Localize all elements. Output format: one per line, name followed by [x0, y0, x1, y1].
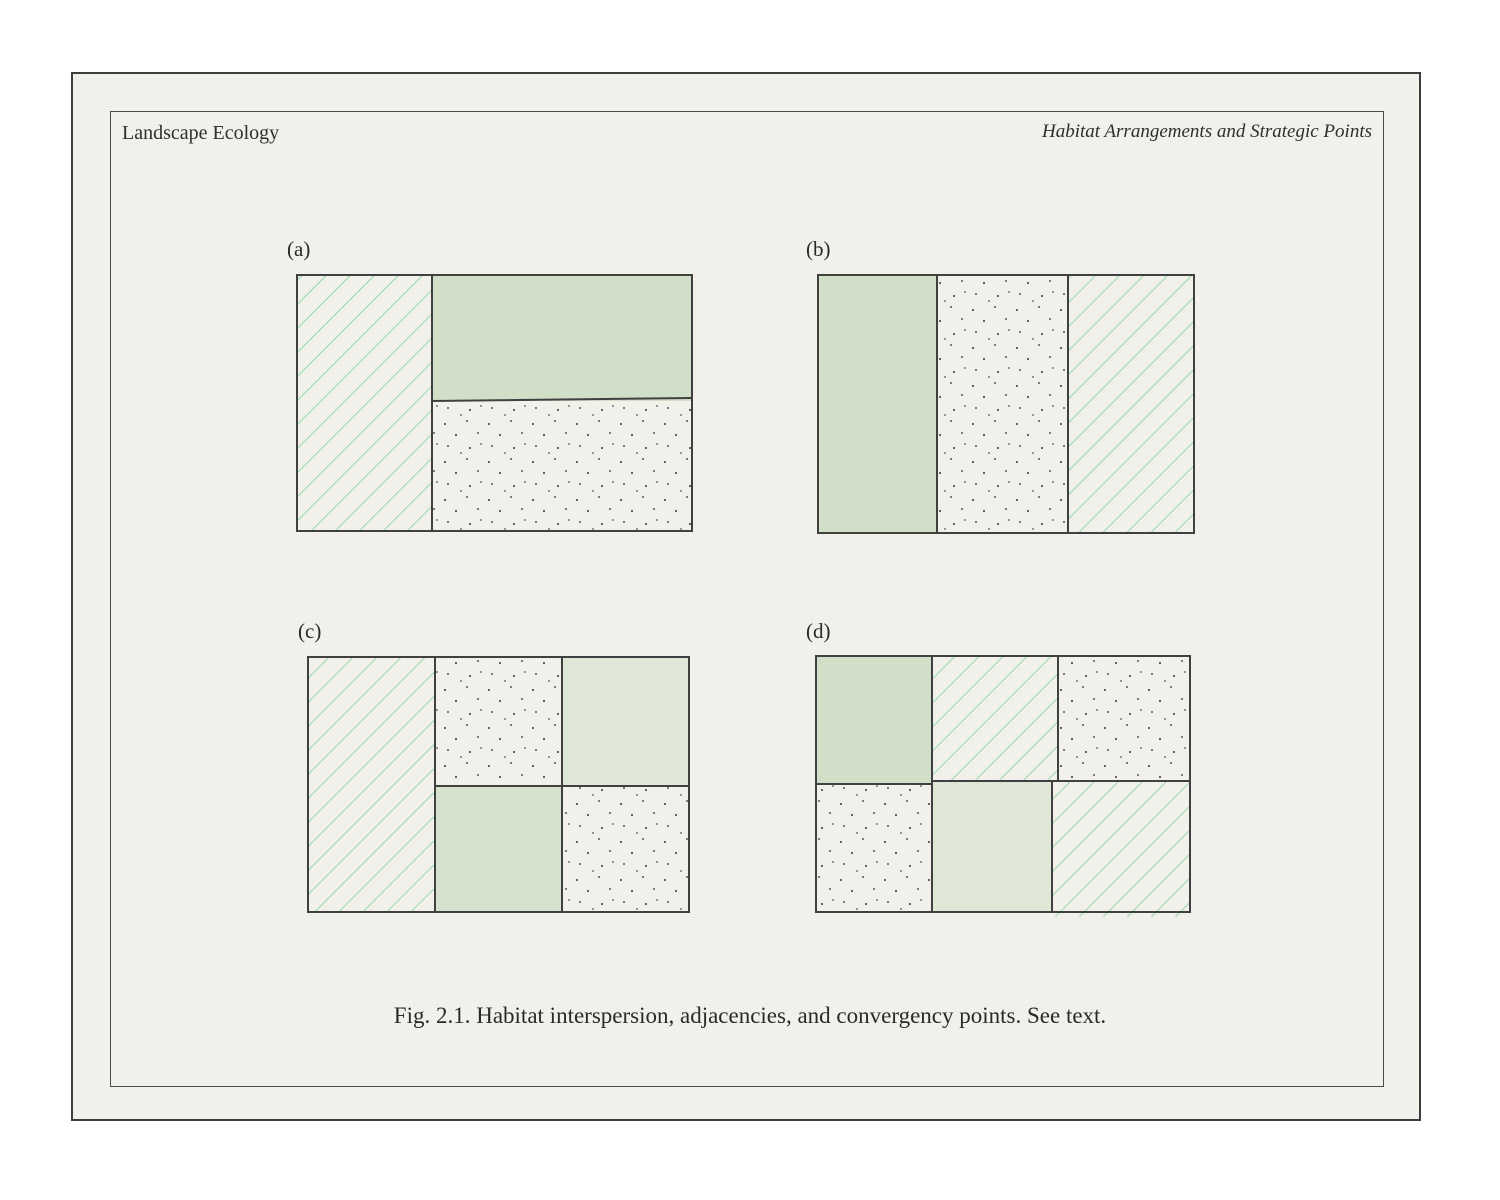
green-patch: [816, 656, 932, 784]
panel-b: [818, 275, 1194, 533]
panel-a: [297, 275, 692, 531]
panel-c: [308, 657, 689, 912]
stippled-patch: [1058, 656, 1190, 781]
green-patch: [562, 657, 689, 786]
green-patch: [818, 275, 937, 533]
panel-label-a: (a): [287, 237, 311, 261]
green-patch: [932, 781, 1052, 912]
stippled-patch: [562, 786, 689, 912]
green-patch: [435, 786, 562, 912]
stippled-patch: [937, 275, 1068, 533]
running-head-left: Landscape Ecology: [122, 122, 280, 144]
hatched-patch: [932, 656, 1058, 781]
green-patch: [432, 275, 692, 401]
panel-label-b: (b): [806, 237, 831, 261]
stippled-patch: [432, 401, 692, 531]
hatched-patch: [1052, 781, 1190, 917]
stippled-patch: [816, 784, 932, 912]
stippled-patch: [435, 657, 562, 786]
hatched-patch: [297, 275, 432, 531]
panel-label-c: (c): [298, 619, 322, 643]
hatched-patch: [1068, 275, 1194, 533]
hatched-patch: [308, 657, 435, 912]
panel-label-d: (d): [806, 619, 831, 643]
running-head-right: Habitat Arrangements and Strategic Points: [1041, 121, 1372, 142]
panel-d: [816, 656, 1190, 917]
figure-caption: Fig. 2.1. Habitat interspersion, adjacencies, and convergency points. See text.: [393, 1003, 1107, 1028]
